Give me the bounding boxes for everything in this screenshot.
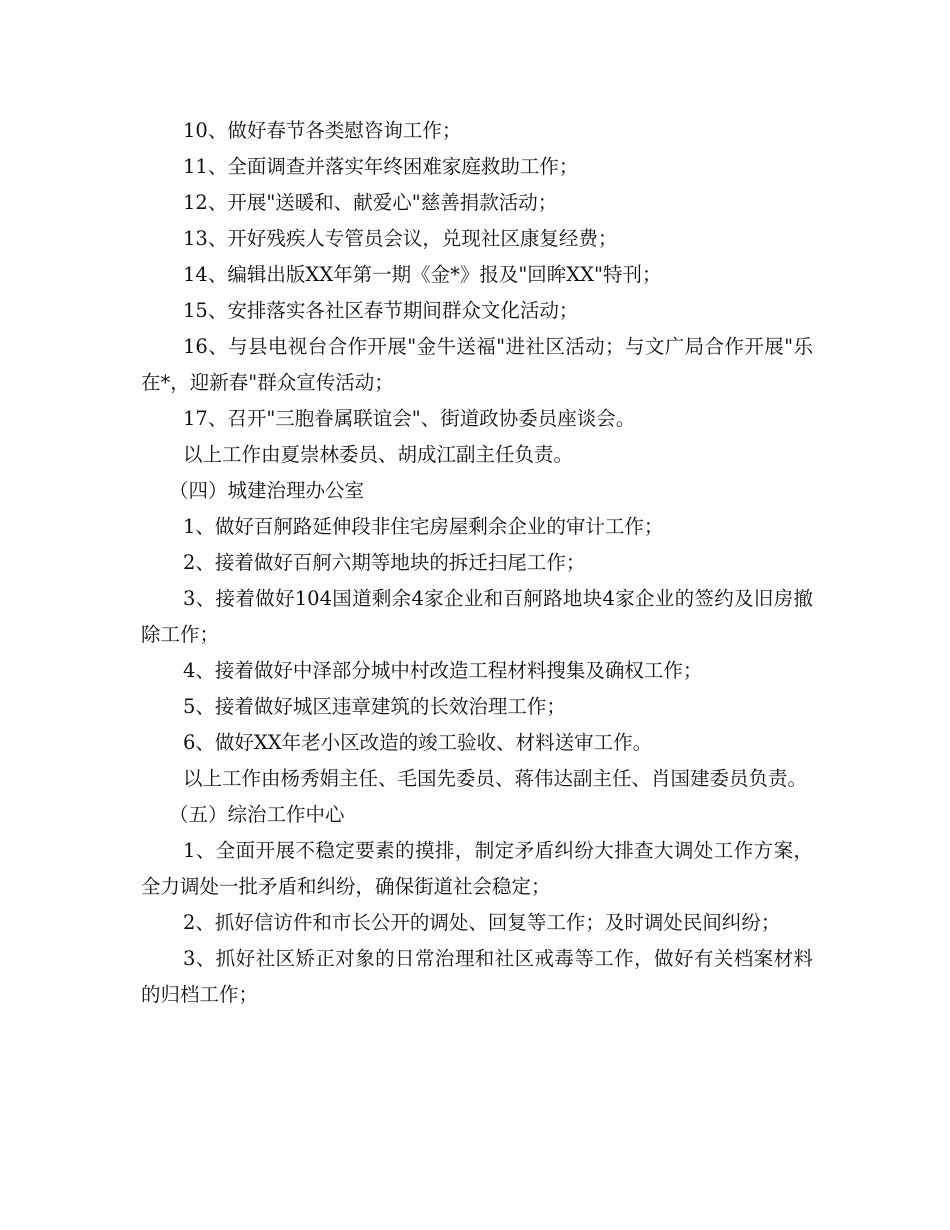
item-10: 10、做好春节各类慰咨询工作； xyxy=(183,119,462,142)
section-heading-4: （四）城建治理办公室 xyxy=(169,479,365,502)
item-16: 16、与县电视台合作开展"金牛送福"进社区活动；与文广局合作开展"乐在*，迎新春"群众宣传活动； xyxy=(141,335,813,394)
section4-item-5: 5、接着做好城区违章建筑的长效治理工作； xyxy=(183,695,566,718)
item-14: 14、编辑出版XX年第一期《金*》报及"回眸XX"特刊； xyxy=(183,263,662,286)
section4-item-1: 1、做好百舸路延伸段非住宅房屋剩余企业的审计工作； xyxy=(183,515,664,538)
item-17: 17、召开"三胞眷属联谊会"、街道政协委员座谈会。 xyxy=(183,407,636,430)
responsible-note-4: 以上工作由杨秀娟主任、毛国先委员、蒋伟达副主任、肖国建委员负责。 xyxy=(183,767,808,790)
section-heading-5: （五）综治工作中心 xyxy=(169,803,345,826)
responsible-note-3: 以上工作由夏崇林委员、胡成江副主任负责。 xyxy=(183,443,574,466)
document-page xyxy=(141,113,813,1013)
section4-item-2: 2、接着做好百舸六期等地块的拆迁扫尾工作； xyxy=(183,551,586,574)
section5-item-3: 3、抓好社区矫正对象的日常治理和社区戒毒等工作，做好有关档案材料的归档工作； xyxy=(141,947,813,1006)
section4-item-6: 6、做好XX年老小区改造的竣工验收、材料送审工作。 xyxy=(183,731,653,754)
item-13: 13、开好残疾人专管员会议，兑现社区康复经费； xyxy=(183,227,618,250)
section5-item-1: 1、全面开展不稳定要素的摸排，制定矛盾纠纷大排查大调处工作方案，全力调处一批矛盾和纠纷，确保街道社会稳定； xyxy=(141,839,813,898)
item-11: 11、全面调查并落实年终困难家庭救助工作； xyxy=(183,155,579,178)
section4-item-3: 3、接着做好104国道剩余4家企业和百舸路地块4家企业的签约及旧房撤除工作； xyxy=(141,587,813,646)
item-15: 15、安排落实各社区春节期间群众文化活动； xyxy=(183,299,579,322)
item-12: 12、开展"送暖和、献爱心"慈善捐款活动； xyxy=(183,191,558,214)
section4-item-4: 4、接着做好中泽部分城中村改造工程材料搜集及确权工作； xyxy=(183,659,703,682)
section5-item-2: 2、抓好信访件和市长公开的调处、回复等工作；及时调处民间纠纷； xyxy=(183,911,781,934)
